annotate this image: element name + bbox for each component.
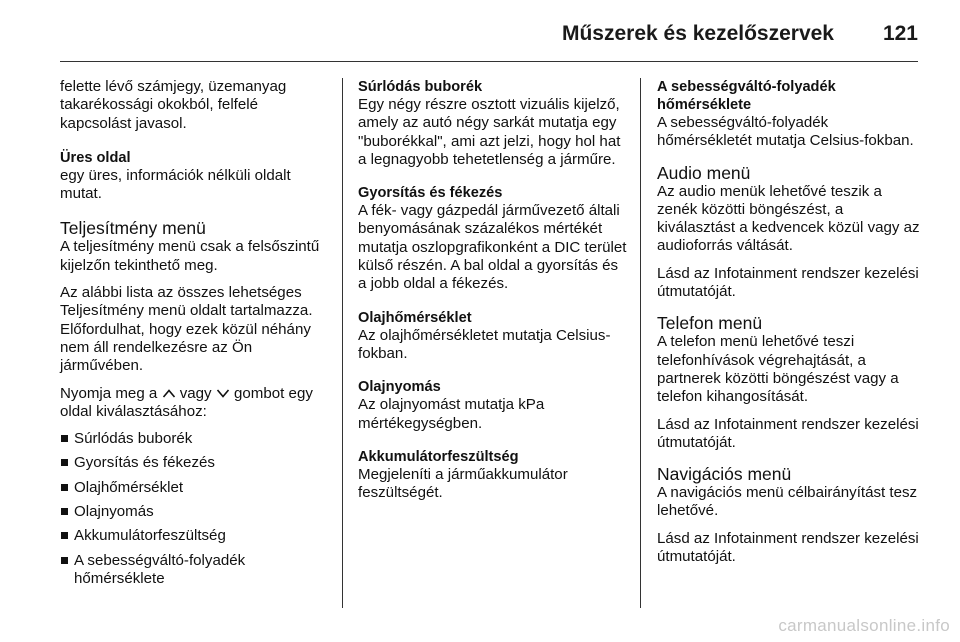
column-1 [60,78,330,594]
list-item: Akkumulátorfeszültség [60,527,330,545]
section-title: Olajhőmérséklet [358,309,472,326]
chevron-up-icon [162,387,176,399]
watermark: carmanualsonline.info [778,616,950,635]
audio-menu-heading: Audio menü [657,162,751,183]
paragraph: A telefon menü lehetővé teszi telefonhívások végrehajtását, a partnerek közötti böngészést vagy a telefon kihangosítását. [657,333,899,406]
section-text: Az olajhőmérsékletet mutatja Celsius-fokban. [358,326,611,362]
section-text: A sebességváltó-folyadék hőmérsékletét mutatja Celsius-fokban. [657,114,914,150]
page-header [60,22,918,58]
section-text: Megjeleníti a járműakkumulátor feszültségét. [358,465,568,502]
section-title: Súrlódás buborék [358,79,483,95]
section-title: Olajnyomás [358,379,441,396]
section-title: Üres oldal [60,149,131,166]
page-title: Műszerek és kezelőszervek [561,22,834,45]
header-rule [60,61,918,62]
list-item: A sebességváltó-folyadék hőmérséklete [60,552,330,589]
section-title: Akkumulátorfeszültség [358,448,519,465]
paragraph: A teljesítmény menü csak a felsőszintű kijelzőn tekinthető meg. [60,238,320,274]
paragraph: Lásd az Infotainment rendszer kezelési útmutatóját. [657,529,919,566]
acceleration-braking-section [358,184,628,293]
oil-pressure-section [358,378,628,433]
press-instruction: Nyomja meg a vagy gombot egy oldal kiválasztásához: [60,384,313,420]
column-divider [640,78,641,608]
list-item: Olajhőmérséklet [60,479,330,497]
list-item: Gyorsítás és fékezés [60,454,330,472]
performance-page-list [60,430,330,588]
section-text: Egy négy részre osztott vizuális kijelző, amely az autó négy sarkát mutatja egy "buborékkal", ami azt jelzi, hogy hol hat a legnagyobb tehetetlenség a járműre. [358,96,621,168]
section-title: A sebességváltó-folyadék hőmérséklete [657,79,836,113]
column-divider [342,78,343,608]
chevron-down-icon [216,387,230,399]
paragraph: Lásd az Infotainment rendszer kezelési útmutatóját. [657,415,919,451]
section-title: Gyorsítás és fékezés [358,185,503,202]
paragraph: A navigációs menü célbairányítást tesz lehetővé. [657,484,918,520]
oil-temperature-section [358,309,628,364]
phone-menu-heading: Telefon menü [657,313,763,334]
section-text: egy üres, információk nélküli oldalt mutat. [60,166,291,203]
battery-voltage-section [358,448,628,503]
column-2 [358,78,628,517]
friction-bubble-section [358,78,628,169]
paragraph: Lásd az Infotainment rendszer kezelési útmutatóját. [657,264,919,301]
column-3 [657,78,922,575]
navigation-menu-heading: Navigációs menü [657,464,792,485]
performance-menu-heading: Teljesítmény menü [60,218,206,239]
transmission-fluid-section [657,78,922,151]
section-text: Az olajnyomást mutatja kPa mértékegységben. [358,396,545,432]
page-number: 121 [882,22,918,45]
section-text: A fék- vagy gázpedál járművezető általi benyomásának százalékos mértékét mutatja oszlopgrafikonként a DIC terület külső részén. A bal oldal a gyorsítás és a jobb oldal a fékezés. [358,202,627,293]
list-item: Olajnyomás [60,503,330,521]
empty-page-section [60,149,330,204]
list-item: Súrlódás buborék [60,430,330,448]
intro-paragraph: felette lévő számjegy, üzemanyag takarékossági okokból, felfelé kapcsolást javasol. [60,78,287,132]
paragraph: Az alábbi lista az összes lehetséges Teljesítmény menü oldalt tartalmazza. Előfordulhat, hogy ezek közül néhány nem áll rendelkezésre az Ön járművében. [60,284,313,375]
paragraph: Az audio menük lehetővé teszik a zenék közötti böngészést, a kiválasztást a kedvencek közül vagy az audioforrás váltását. [657,182,920,255]
